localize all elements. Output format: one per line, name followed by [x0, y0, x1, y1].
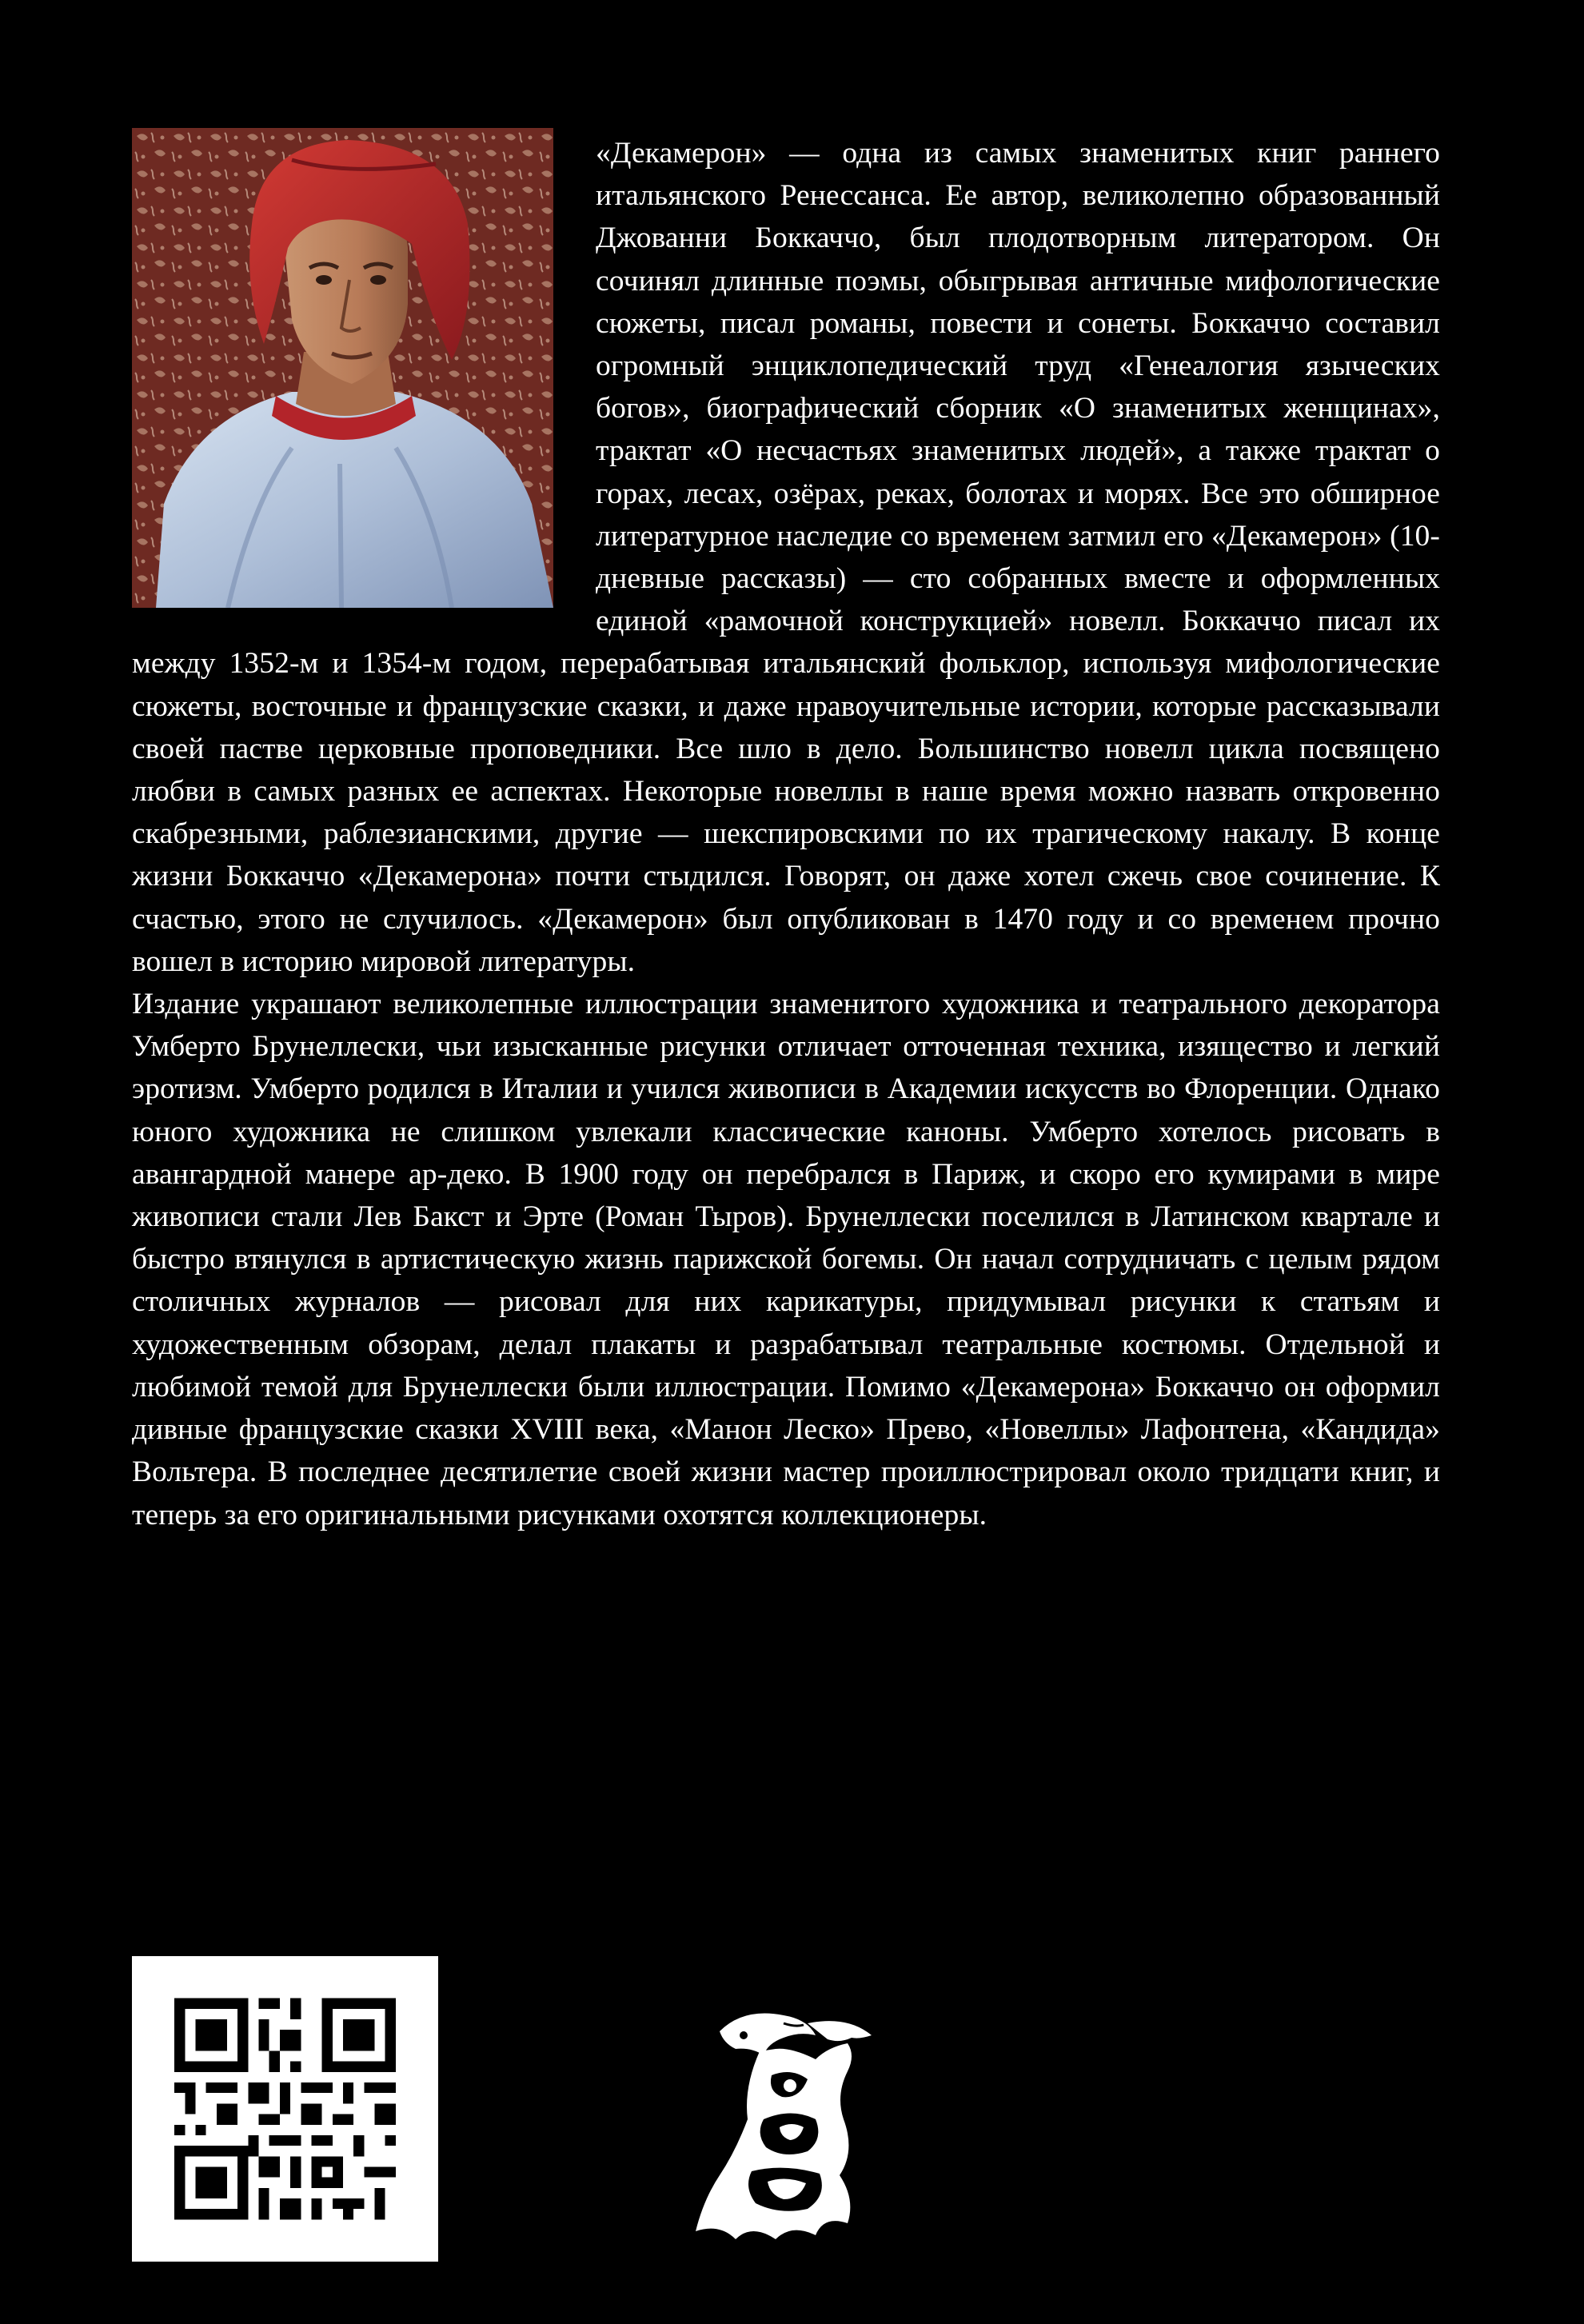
dragon-logo-icon	[688, 1999, 888, 2255]
description-paragraph-1: «Декамерон» — одна из самых знаменитых книг раннего итальянского Ренессанса. Ее автор, великолепно образованный Джованни Боккаччо, был плодотворным литератором. Он сочинял длинные поэмы, обыгрывая античные мифологические сюжеты, писал романы, повести и сонеты. Боккаччо составил огромный энциклопедический труд «Генеалогия языческих богов», биографический сборник «О знаменитых женщинах», трактат «О несчастьях знаменитых людей», а также трактат о горах, лесах, озёрах, реках, болотах и морях. Все это обширное литературное наследие со временем затмил его «Декамерон» (10-дневные рассказы) — сто собранных вместе и оформленных единой «рамочной конструкцией» новелл. Боккаччо писал их между 1352-м и 1354-м годом, перерабатывая итальянский фольклор, используя мифологические сюжеты, восточные и французские сказки, и даже нравоучительные истории, которые рассказывали своей пастве церковные проповедники. Все шло в дело. Большинство новелл цикла посвящено любви в самых разных ее аспектах. Некоторые новеллы в наше время можно назвать откровенно скабрезными, раблезианскими, другие — шекспировскими по их трагическому накалу. В конце жизни Боккаччо «Декамерона» почти стыдился. Говорят, он даже хотел сжечь свое сочинение. К счастью, этого не случилось. «Декамерон» был опубликован в 1470 году и со временем прочно вошел в историю мировой литературы.	[132, 137, 1440, 978]
qr-code-icon	[132, 1956, 438, 2262]
description-paragraph-2: Издание украшают великолепные иллюстрации знаменитого художника и театрального декоратора Умберто Брунеллески, чьи изысканные рисунки отличает отточенная техника, изящество и легкий эротизм. Умберто родился в Италии и учился живописи в Академии искусств во Флоренции. Однако юного художника не слишком увлекали классические каноны. Умберто хотелось рисовать в авангардной манере ар-деко. В 1900 году он перебрался в Париж, и скоро его кумирами в мире живописи стали Лев Бакст и Эрте (Роман Тыров). Брунеллески поселился в Латинском квартале и быстро втянулся в артистическую жизнь парижской богемы. Он начал сотрудничать с целым рядом столичных журналов — рисовал для них карикатуры, придумывал рисунки к статьям и художественным обзорам, делал плакаты и разрабатывал театральные костюмы. Отдельной и любимой темой для Брунеллески были иллюстрации. Помимо «Декамерона» Боккаччо он оформил дивные французские сказки XVIII века, «Манон Леско» Прево, «Новеллы» Лафонтена, «Кандида» Вольтера. В последнее десятилетие своей жизни мастер проиллюстрировал около тридцати книг, и теперь за его оригинальными рисунками охотятся коллекционеры.	[132, 988, 1440, 1531]
description-text	[132, 132, 1440, 1536]
